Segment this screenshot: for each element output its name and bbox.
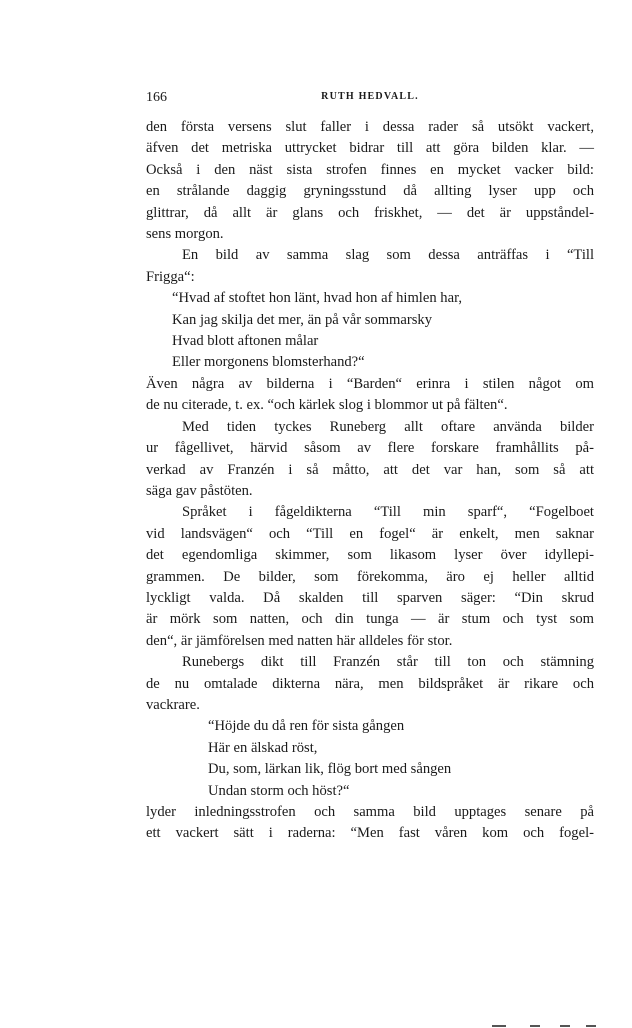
verse-line: Eller morgonens blomsterhand?“ (172, 354, 365, 371)
verse-line: Du, som, lärkan lik, flög bort med sången (208, 761, 452, 778)
text-line: Språket i fågeldikterna “Till min sparf“, “Fogelboet (182, 504, 594, 521)
text-line: det egendomliga skimmer, som likasom lyser över idyllepi- (146, 547, 594, 564)
verse-line: “Hvad af stoftet hon länt, hvad hon af himlen har, (172, 290, 462, 307)
text-line: en strålande daggig gryningsstund då allting lyser upp och (146, 183, 594, 200)
text-line: lyckligt valda. Då skalden till sparven säger: “Din skrud (146, 589, 594, 606)
text-line: ett vackert sätt i raderna: “Men fast våren kom och fogel- (146, 825, 594, 842)
text-line: sens morgon. (146, 226, 224, 243)
text-line: de nu citerade, t. ex. “och kärlek slog i blommor ut på fälten“. (146, 397, 508, 414)
verse-line: Hvad blott aftonen målar (172, 333, 319, 350)
text-line: verkad av Franzén i så måtto, att det var han, som så att (146, 461, 594, 478)
text-line: ur fågellivet, härvid såsom av flere forskare framhållits på- (146, 440, 594, 457)
text-line: lyder inledningsstrofen och samma bild upptages senare på (146, 804, 594, 820)
text-line: vackrare. (146, 696, 200, 713)
text-line: de nu omtalade dikterna nära, men bildspråket är rikare och (146, 675, 594, 692)
verse-line: Kan jag skilja det mer, än på vår sommarsky (172, 311, 433, 328)
scan-edge-mark (490, 1024, 610, 1028)
verse-line: “Höjde du då ren för sista gången (208, 718, 405, 735)
text-line: äfven det metriska uttrycket bidrar till att göra bilden klar. — (146, 140, 594, 157)
verse-line: Här en älskad röst, (208, 739, 318, 756)
text-line: glittrar, då allt är glans och friskhet, — det är uppståndel- (146, 204, 594, 221)
text-line: den första versens slut faller i dessa rader så utsökt vackert, (146, 119, 594, 135)
text-line: säga gav påstöten. (146, 482, 253, 499)
text-line: Med tiden tyckes Runeberg allt oftare använda bilder (182, 418, 594, 435)
page-number: 166 (146, 90, 167, 105)
text-line: den“, är jämförelsen med natten här alldeles för stor. (146, 632, 453, 649)
text-line: Också i den näst sista strofen finnes en mycket vacker bild: (146, 161, 594, 178)
text-line: vid landsvägen“ och “Till en fogel“ är enkelt, men saknar (146, 525, 594, 542)
body-text (146, 117, 594, 845)
text-line: Frigga“: (146, 268, 195, 285)
text-line: Även några av bilderna i “Barden“ erinra i stilen något om (146, 375, 594, 392)
running-head: RUTH HEDVALL. (321, 91, 419, 102)
text-line: Runebergs dikt till Franzén står till ton och stämning (182, 654, 594, 671)
text-line: är mörk som natten, och din tunga — är stum och tyst som (146, 611, 594, 628)
text-line: En bild av samma slag som dessa anträffas i “Till (182, 247, 594, 264)
page-header (146, 90, 594, 108)
text-line: grammen. De bilder, som förekomma, äro ej heller alltid (146, 568, 594, 585)
verse-line: Undan storm och höst?“ (208, 782, 350, 799)
